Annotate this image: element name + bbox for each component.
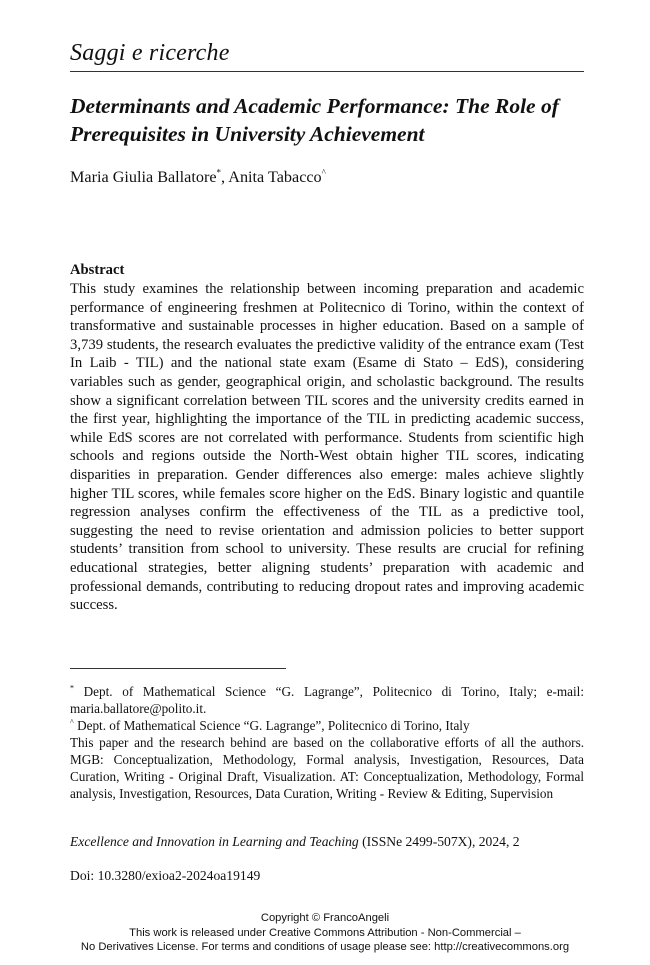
footnotes: [70, 683, 584, 802]
author-name: Anita Tabacco: [228, 168, 322, 186]
footnote-affiliation-1: [70, 683, 584, 717]
license-line: No Derivatives License. For terms and conditions of usage please see: http://creativecommons.org: [80, 941, 570, 953]
abstract-body: This study examines the relationship between incoming preparation and academic performance of engineering freshmen at Politecnico di Torino, within the context of transformative and sustainable processes in higher education. Based on a sample of 3,739 students, the research evaluates the predictive validity of the entrance exam (Test In Laib - TIL) and the national state exam (Esame di Stato – EdS), considering variables such as gender, geographical origin, and scholastic background. The results show a significant correlation between TIL scores and the university credits earned in the first year, highlighting the importance of the TIL in predicting academic success, while EdS scores are not correlated with performance. Students from scientific high schools and regions outside the North-West obtain higher TIL scores, indicating disparities in preparation. Gender differences also emerge: males achieve slightly higher TIL scores, while females score higher on the EdS. Binary logistic and quantile regression analyses confirm the effectiveness of the TIL as a predictive tool, suggesting the need to revise orientation and admission policies to better support students’ transition from school to university. These results are crucial for refining educational strategies, better aligning students’ preparation with academic and professional demands, contributing to reducing dropout rates and improving academic success.: [70, 281, 584, 614]
author-footnote-mark: ^: [321, 167, 326, 178]
license-notice: [0, 911, 650, 955]
footnote-affiliation-2: [70, 717, 584, 734]
section-divider: [70, 71, 584, 72]
copyright-line: Copyright © FrancoAngeli: [260, 912, 390, 924]
journal-citation: [70, 834, 584, 850]
journal-name: Excellence and Innovation in Learning and Teaching: [70, 834, 359, 849]
author-contributions: This paper and the research behind are based on the collaborative efforts of all the authors. MGB: Conceptualization, Methodology, Formal analysis, Investigation, Resources, Data Curation, Writing - Original Draft, Visualization. AT: Conceptualization, Methodology, Formal analysis, Investigation, Resources, Data Curation, Writing - Review & Editing, Supervision: [70, 735, 584, 801]
footnote-mark: *: [70, 683, 74, 693]
footnote-text: Dept. of Mathematical Science “G. Lagrange”, Politecnico di Torino, Italy: [73, 718, 470, 733]
doi: Doi: 10.3280/exioa2-2024oa19149: [70, 868, 261, 883]
abstract-heading: Abstract: [70, 262, 125, 278]
journal-details: (ISSNe 2499-507X), 2024, 2: [358, 834, 520, 849]
author-name: Maria Giulia Ballatore: [70, 168, 217, 186]
license-line: This work is released under Creative Commons Attribution - Non-Commercial –: [129, 926, 521, 939]
footnote-mark: ^: [70, 717, 74, 727]
author-list: [70, 168, 326, 187]
author-footnote-mark: *: [216, 167, 222, 178]
section-label: Saggi e ricerche: [70, 40, 230, 66]
footnote-divider: [70, 668, 286, 669]
footnote-text: Dept. of Mathematical Science “G. Lagrange”, Politecnico di Torino, Italy; e-mail: maria.ballatore@polito.it.: [70, 684, 584, 716]
author-separator: ,: [221, 168, 229, 186]
article-title: Determinants and Academic Performance: The Role of Prerequisites in University Achievement: [70, 94, 559, 146]
